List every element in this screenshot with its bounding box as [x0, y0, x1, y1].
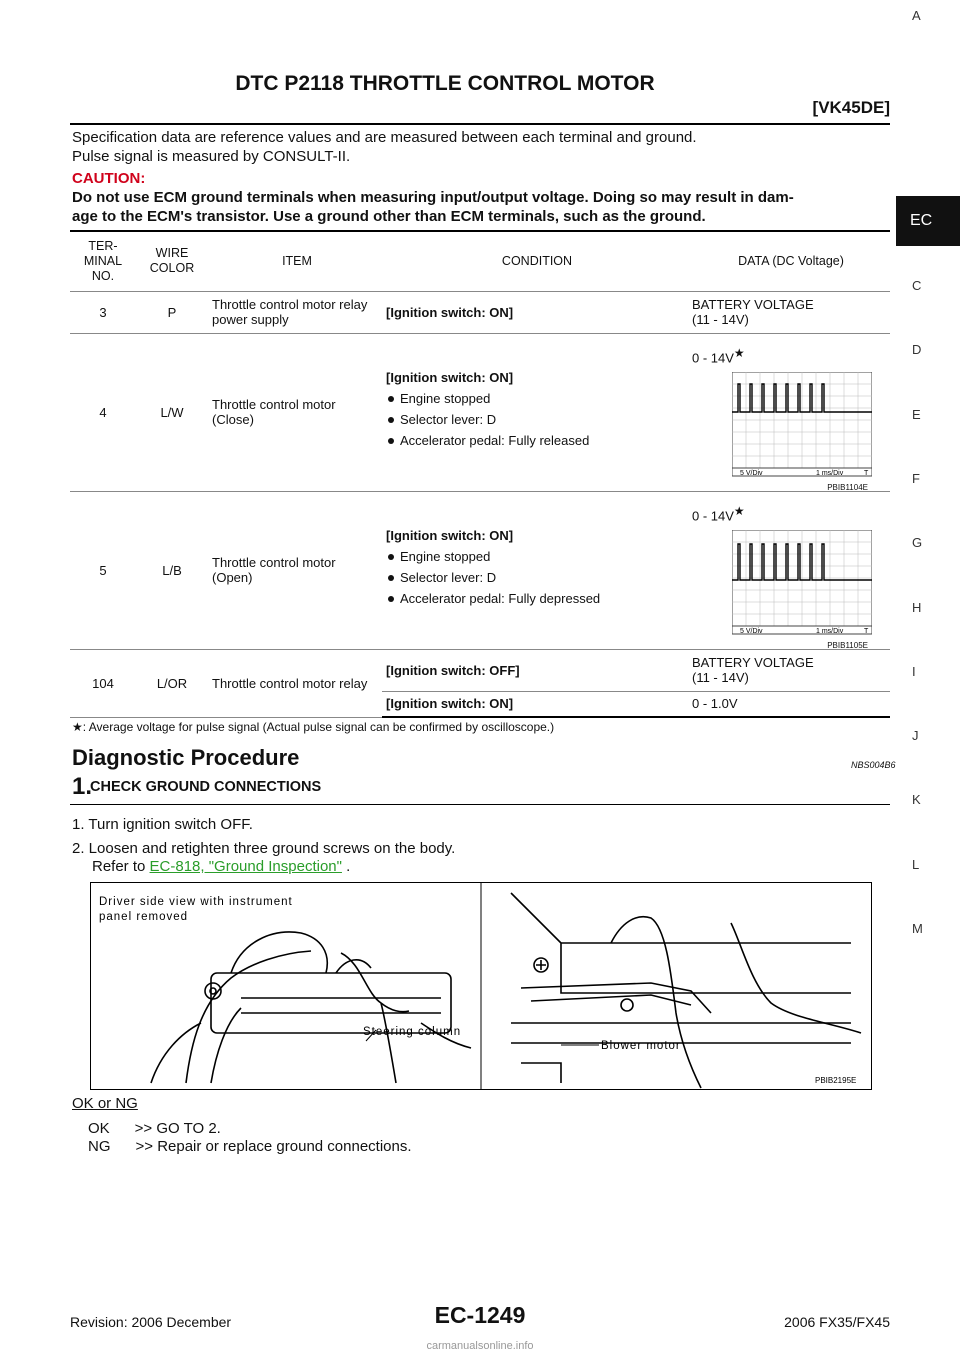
side-index-K[interactable]: K [912, 792, 921, 807]
header-condition: CONDITION [382, 231, 688, 291]
waveform-svg [732, 530, 872, 636]
intro-line-1: Specification data are reference values and are measured between each terminal and ground. [72, 129, 697, 146]
instruction-2: 2. Loosen and retighten three ground screws on the body. [72, 840, 456, 857]
page-number: EC-1249 [434, 1302, 526, 1328]
header-data: DATA (DC Voltage) [688, 231, 890, 291]
caution-line-2: age to the ECM's transistor. Use a ground other than ECM terminals, such as the ground. [72, 208, 706, 225]
svg-text:Driver side view with instrume: Driver side view with instrument [99, 896, 293, 908]
table-row [70, 333, 890, 491]
svg-text:T: T [864, 469, 869, 477]
table-row [70, 491, 890, 649]
cell-data: BATTERY VOLTAGE (11 - 14V) [688, 291, 890, 333]
ground-screw-figure [90, 882, 872, 1090]
svg-text:5 V/Div: 5 V/Div [740, 627, 763, 635]
step-title: CHECK GROUND CONNECTIONS [90, 779, 322, 795]
cell-item: Throttle control motor (Open) [208, 491, 382, 649]
footnote: ★: Average voltage for pulse signal (Actual pulse signal can be confirmed by oscilloscope.) [72, 720, 555, 734]
header-terminal: TER- MINAL NO. [70, 231, 132, 291]
oscilloscope-waveform [732, 530, 872, 650]
waveform-svg [732, 372, 872, 478]
cell-data: 0 - 14V★ 5 V/Div 1 ms/Div T PBIB1105E [688, 491, 890, 649]
header-rule [70, 123, 890, 125]
section-code: NBS004B6 [851, 760, 896, 770]
cell-wire: L/W [132, 333, 208, 491]
ng-result: NG >> Repair or replace ground connections. [88, 1138, 412, 1155]
terminal-spec-table [70, 230, 890, 718]
table-row [70, 649, 890, 691]
svg-text:Blower motor: Blower motor [601, 1040, 681, 1052]
cell-data: 0 - 14V★ 5 V/Div 1 ms/Div T PBIB1104E [688, 333, 890, 491]
side-index-G[interactable]: G [912, 535, 923, 550]
side-index-H[interactable]: H [912, 600, 922, 615]
header-item: ITEM [208, 231, 382, 291]
cell-condition: [Ignition switch: ON] Engine stopped Selector lever: D Accelerator pedal: Fully released [382, 333, 688, 491]
cell-condition: [Ignition switch: ON] Engine stopped Selector lever: D Accelerator pedal: Fully depressed [382, 491, 688, 649]
oscilloscope-waveform [732, 372, 872, 492]
engine-model: [VK45DE] [812, 98, 890, 117]
star-icon: ★ [733, 504, 745, 519]
cell-terminal: 104 [70, 649, 132, 717]
svg-text:PBIB2195E: PBIB2195E [815, 1076, 857, 1085]
cell-wire: L/OR [132, 649, 208, 717]
figure-code: PBIB1104E [827, 482, 868, 492]
ground-inspection-link[interactable]: EC-818, "Ground Inspection" [149, 858, 342, 875]
caution-text [72, 188, 892, 226]
cell-data: 0 - 1.0V [688, 691, 890, 717]
cell-terminal: 3 [70, 291, 132, 333]
side-index-EC[interactable]: EC [896, 196, 960, 246]
cell-wire: P [132, 291, 208, 333]
star-icon: ★ [733, 346, 745, 361]
figure-drawing [91, 883, 871, 1089]
star-icon: ★ [72, 720, 83, 734]
table-row [70, 291, 890, 333]
cell-item: Throttle control motor (Close) [208, 333, 382, 491]
step-number: 1. [72, 773, 93, 800]
svg-text:Steering column: Steering column [363, 1026, 462, 1038]
intro-text [72, 128, 892, 166]
header-wire-color: WIRE COLOR [132, 231, 208, 291]
side-index-F[interactable]: F [912, 471, 920, 486]
cell-terminal: 5 [70, 491, 132, 649]
cell-wire: L/B [132, 491, 208, 649]
side-index-M[interactable]: M [912, 921, 923, 936]
svg-text:panel removed: panel removed [99, 911, 189, 923]
refer-line: Refer to EC-818, "Ground Inspection" . [92, 858, 351, 875]
instruction-1: 1. Turn ignition switch OFF. [72, 816, 253, 833]
cell-item: Throttle control motor relay power supply [208, 291, 382, 333]
side-index-E[interactable]: E [912, 407, 921, 422]
side-index-I[interactable]: I [912, 664, 916, 679]
ok-ng-label: OK or NG [72, 1095, 138, 1112]
cell-condition: [Ignition switch: OFF] [382, 649, 688, 691]
svg-text:1 ms/Div: 1 ms/Div [816, 627, 844, 635]
svg-text:T: T [864, 627, 869, 635]
page-title: DTC P2118 THROTTLE CONTROL MOTOR [235, 72, 655, 95]
caution-heading: CAUTION: [72, 170, 146, 187]
step-rule [70, 804, 890, 805]
vehicle-model: 2006 FX35/FX45 [784, 1314, 890, 1330]
intro-line-2: Pulse signal is measured by CONSULT-II. [72, 148, 351, 165]
cell-item: Throttle control motor relay [208, 649, 382, 717]
side-index-D[interactable]: D [912, 342, 922, 357]
side-index-L[interactable]: L [912, 857, 920, 872]
svg-text:1 ms/Div: 1 ms/Div [816, 469, 844, 477]
side-index-C[interactable]: C [912, 278, 922, 293]
figure-code: PBIB1105E [827, 640, 868, 650]
watermark: carmanualsonline.info [426, 1340, 534, 1352]
caution-line-1: Do not use ECM ground terminals when measuring input/output voltage. Doing so may result in dam- [72, 189, 794, 206]
cell-terminal: 4 [70, 333, 132, 491]
ok-result: OK >> GO TO 2. [88, 1120, 221, 1137]
section-heading: Diagnostic Procedure [72, 745, 300, 770]
side-index-A[interactable]: A [912, 8, 921, 23]
svg-text:5 V/Div: 5 V/Div [740, 469, 763, 477]
revision-date: Revision: 2006 December [70, 1314, 232, 1330]
cell-condition: [Ignition switch: ON] [382, 691, 688, 717]
cell-condition: [Ignition switch: ON] [382, 291, 688, 333]
table-header-row [70, 231, 890, 291]
cell-data: BATTERY VOLTAGE (11 - 14V) [688, 649, 890, 691]
side-index-J[interactable]: J [912, 728, 919, 743]
